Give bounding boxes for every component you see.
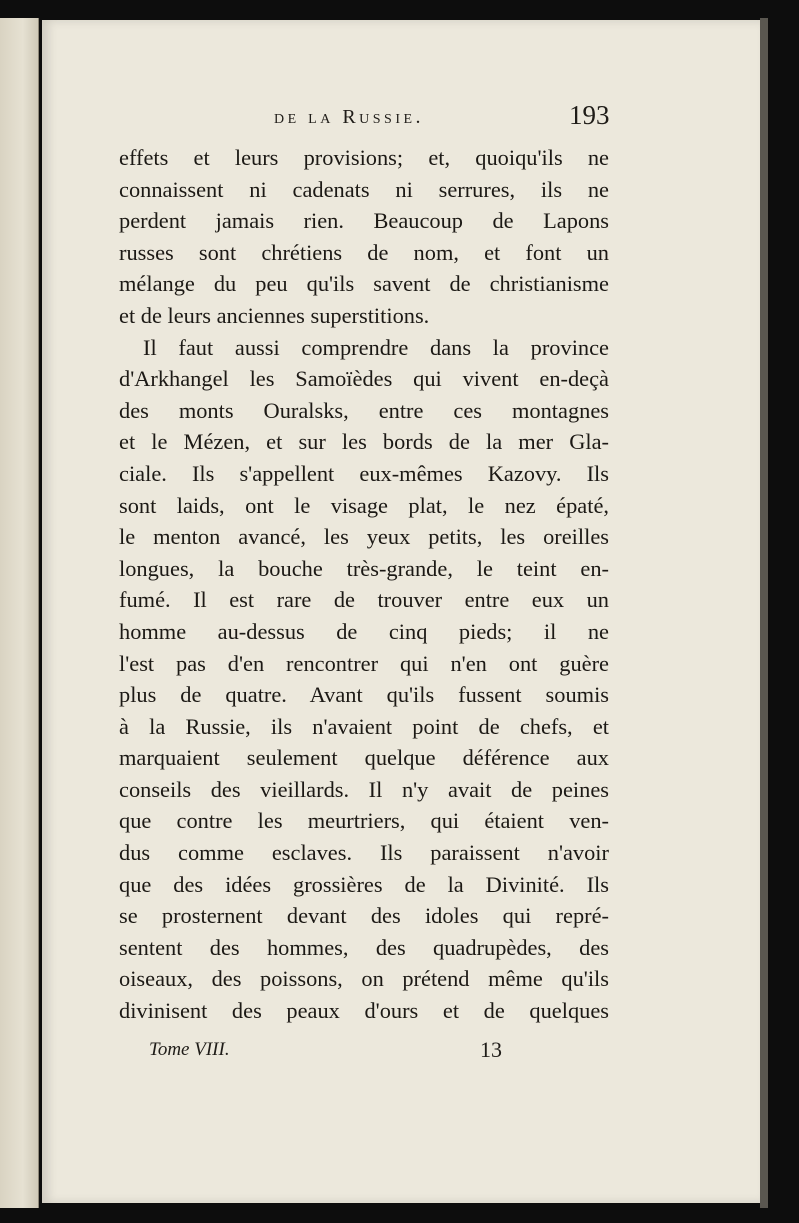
text-line: longues, la bouche très-grande, le teint en- <box>119 555 609 581</box>
text-line: se prosternent devant des idoles qui repré- <box>119 903 609 929</box>
text-line: perdent jamais rien. Beaucoup de Lapons <box>119 208 609 234</box>
text-line: des monts Ouralsks, entre ces montagnes <box>119 397 609 423</box>
text-line: dus comme esclaves. Ils paraissent n'avoir <box>119 840 609 866</box>
text-line: le menton avancé, les yeux petits, les oreilles <box>119 524 609 550</box>
right-page-edge <box>760 18 768 1208</box>
text-line: que contre les meurtriers, qui étaient ven- <box>119 808 609 834</box>
page-number: 193 <box>569 100 610 130</box>
text-line: Il faut aussi comprendre dans la province <box>143 334 609 360</box>
text-line: plus de quatre. Avant qu'ils fussent soumis <box>119 682 609 708</box>
text-line: et le Mézen, et sur les bords de la mer Gla- <box>119 429 609 455</box>
page-footer <box>42 1035 760 1075</box>
text-line: mélange du peu qu'ils savent de christianisme <box>119 271 609 297</box>
left-page-edge <box>0 18 39 1208</box>
text-line: connaissent ni cadenats ni serrures, ils ne <box>119 176 609 202</box>
text-line: divinisent des peaux d'ours et de quelques <box>119 998 609 1024</box>
text-line: à la Russie, ils n'avaient point de chefs, et <box>119 713 609 739</box>
text-line: fumé. Il est rare de trouver entre eux un <box>119 587 609 613</box>
body-text <box>119 142 609 1027</box>
text-line: conseils des vieillards. Il n'y avait de peines <box>119 776 609 802</box>
text-line: homme au-dessus de cinq pieds; il ne <box>119 618 609 644</box>
text-line: russes sont chrétiens de nom, et font un <box>119 239 609 265</box>
text-line: oiseaux, des poissons, on prétend même qu'ils <box>119 966 609 992</box>
page-header <box>42 98 760 138</box>
text-line: sont laids, ont le visage plat, le nez épaté, <box>119 492 609 518</box>
volume-label: Tome VIII. <box>149 1039 230 1060</box>
running-title: de la Russie. <box>274 106 425 128</box>
text-line: et de leurs anciennes superstitions. <box>119 302 430 328</box>
text-line: effets et leurs provisions; et, quoiqu'ils ne <box>119 145 609 170</box>
text-line: ciale. Ils s'appellent eux-mêmes Kazovy. Ils <box>119 460 609 486</box>
text-line: sentent des hommes, des quadrupèdes, des <box>119 934 609 960</box>
book-page <box>42 20 760 1203</box>
text-line: que des idées grossières de la Divinité. Ils <box>119 871 609 897</box>
signature-mark: 13 <box>480 1037 502 1062</box>
text-line: marquaient seulement quelque déférence aux <box>119 745 609 771</box>
text-line: d'Arkhangel les Samoïèdes qui vivent en-deçà <box>119 366 609 392</box>
text-line: l'est pas d'en rencontrer qui n'en ont guère <box>119 650 609 676</box>
